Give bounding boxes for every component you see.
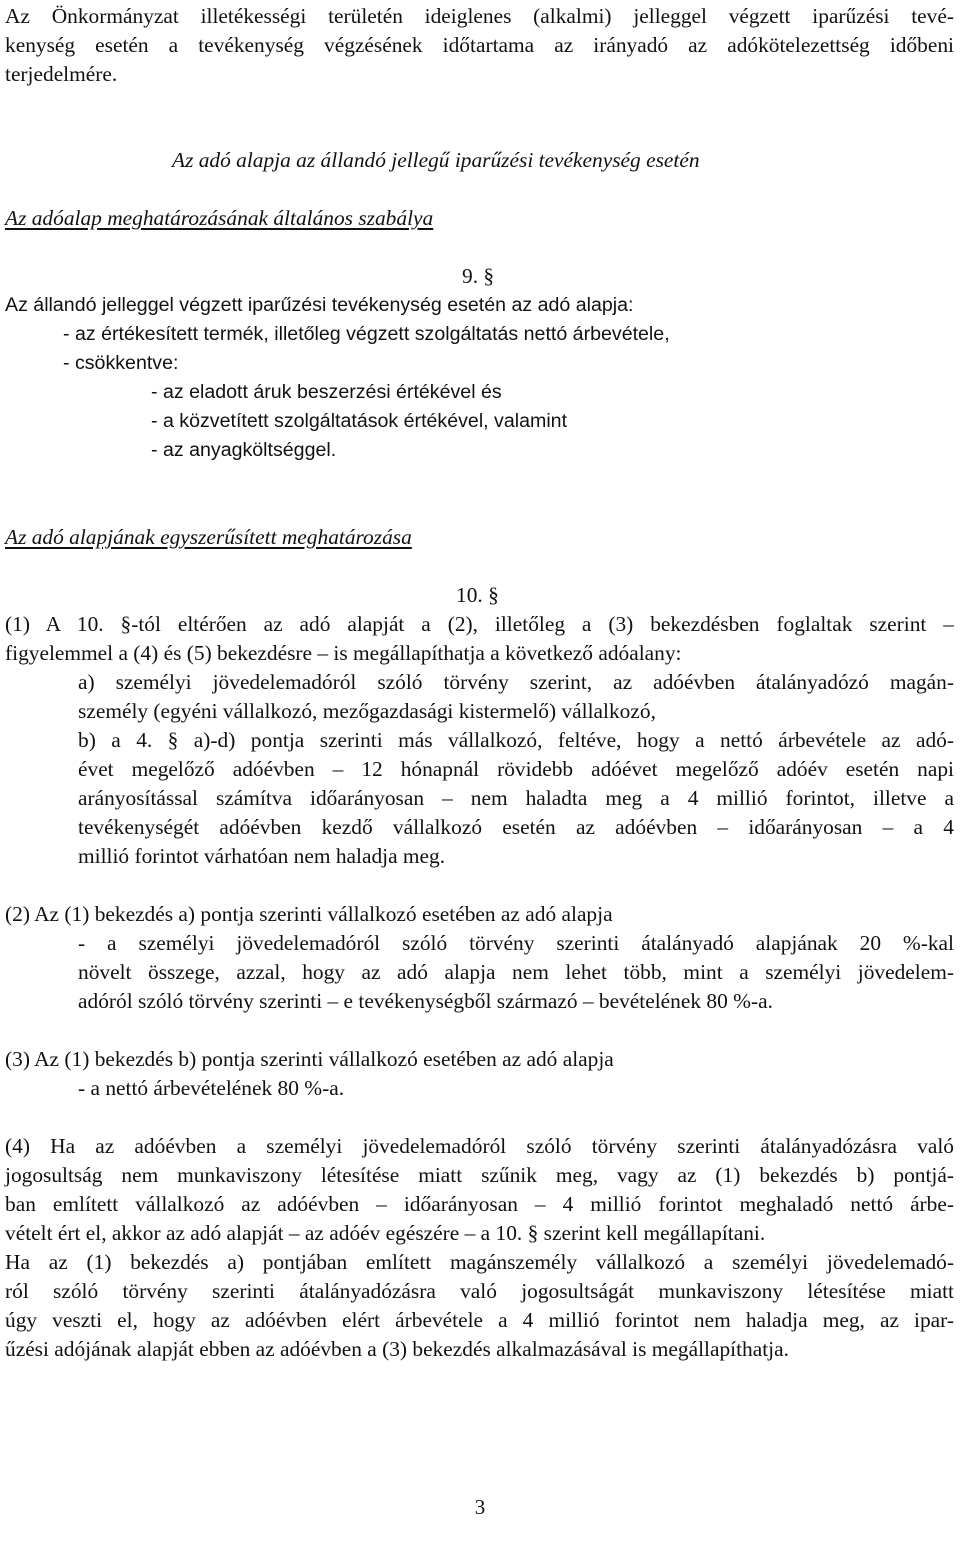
list-item: a) személyi jövedelemadóról szóló törvény szerint, az adóévben átalányadózó magán- <box>78 670 954 694</box>
paragraph-line: űzési adójának alapját ebben az adóévben a (3) bekezdés alkalmazásával is megállapíthatja. <box>5 1337 789 1361</box>
list-item: növelt összege, azzal, hogy az adó alapja nem lehet több, mint a személyi jövedelem- <box>78 960 954 984</box>
paragraph-line: úgy veszti el, hogy az adóévben elért árbevétele a 4 millió forintot nem haladja meg, az ipar- <box>5 1308 954 1332</box>
paragraph-line: figyelemmel a (4) és (5) bekezdésre – is megállapíthatja a következő adóalany: <box>5 641 682 665</box>
sub-list-item: - a közvetített szolgáltatások értékével, valamint <box>151 410 568 432</box>
list-item: - a személyi jövedelemadóról szóló törvény szerinti átalányadó alapjának 20 %-kal <box>78 931 954 955</box>
intro-line: kenység esetén a tevékenység végzésének időtartama az irányadó az adókötelezettség időbeni <box>5 33 954 57</box>
intro-line: terjedelmére. <box>5 62 118 86</box>
paragraph-line: jogosultság nem munkaviszony létesítése miatt szűnik meg, vagy az (1) bekezdés b) pontjá- <box>5 1163 954 1187</box>
section-number: 9. § <box>462 264 495 288</box>
paragraph-line: ról szóló törvény szerinti átalányadózásra való jogosultságát munkaviszony létesítése miatt <box>5 1279 954 1303</box>
paragraph-line: Az állandó jelleggel végzett iparűzési tevékenység esetén az adó alapja: <box>5 294 634 316</box>
page-number: 3 <box>474 1495 486 1519</box>
list-item: - a nettó árbevételének 80 %-a. <box>78 1076 345 1100</box>
paragraph-line: (1) A 10. §-tól eltérően az adó alapját a (2), illetőleg a (3) bekezdésben foglaltak szerint – <box>5 612 954 636</box>
list-item: személy (egyéni vállalkozó, mezőgazdasági kistermelő) vállalkozó, <box>78 699 656 723</box>
list-item: b) a 4. § a)-d) pontja szerinti más vállalkozó, feltéve, hogy a nettó árbevétele az adó- <box>78 728 954 752</box>
list-item: - csökkentve: <box>63 352 179 374</box>
section-number: 10. § <box>456 583 499 607</box>
paragraph-line: Ha az (1) bekezdés a) pontjában említett magánszemély vállalkozó a személyi jövedelemadó- <box>5 1250 954 1274</box>
section-heading: Az adó alapja az állandó jellegű iparűzési tevékenység esetén <box>172 148 700 172</box>
sub-list-item: - az eladott áruk beszerzési értékével és <box>151 381 502 403</box>
paragraph-line: (4) Ha az adóévben a személyi jövedelemadóról szóló törvény szerinti átalányadózásra való <box>5 1134 954 1158</box>
list-item: millió forintot várhatóan nem haladja meg. <box>78 844 446 868</box>
paragraph-line: vételt ért el, akkor az adó alapját – az adóév egészére – a 10. § szerint kell megállapítani. <box>5 1221 766 1245</box>
list-item: adóról szóló törvény szerinti – e tevékenységből származó – bevételének 80 %-a. <box>78 989 773 1013</box>
list-item: arányosítással számítva időarányosan – nem haladta meg a 4 millió forintot, illetve a <box>78 786 954 810</box>
sub-list-item: - az anyagköltséggel. <box>151 439 337 461</box>
paragraph-line: ban említett vállalkozó az adóévben – időarányosan – 4 millió forintot meghaladó nettó árbe- <box>5 1192 954 1216</box>
paragraph-line: (2) Az (1) bekezdés a) pontja szerinti vállalkozó esetében az adó alapja <box>5 902 613 926</box>
list-item: - az értékesített termék, illetőleg végzett szolgáltatás nettó árbevétele, <box>63 323 670 345</box>
subsection-heading: Az adó alapjának egyszerűsített meghatározása <box>5 525 412 549</box>
list-item: évet megelőző adóévben – 12 hónapnál rövidebb adóévet megelőző adóév esetén napi <box>78 757 954 781</box>
paragraph-line: (3) Az (1) bekezdés b) pontja szerinti vállalkozó esetében az adó alapja <box>5 1047 614 1071</box>
list-item: tevékenységét adóévben kezdő vállalkozó esetén az adóévben – időarányosan – a 4 <box>78 815 954 839</box>
subsection-heading: Az adóalap meghatározásának általános szabálya <box>5 206 434 230</box>
intro-line: Az Önkormányzat illetékességi területén ideiglenes (alkalmi) jelleggel végzett iparűzési tevé- <box>5 4 954 28</box>
